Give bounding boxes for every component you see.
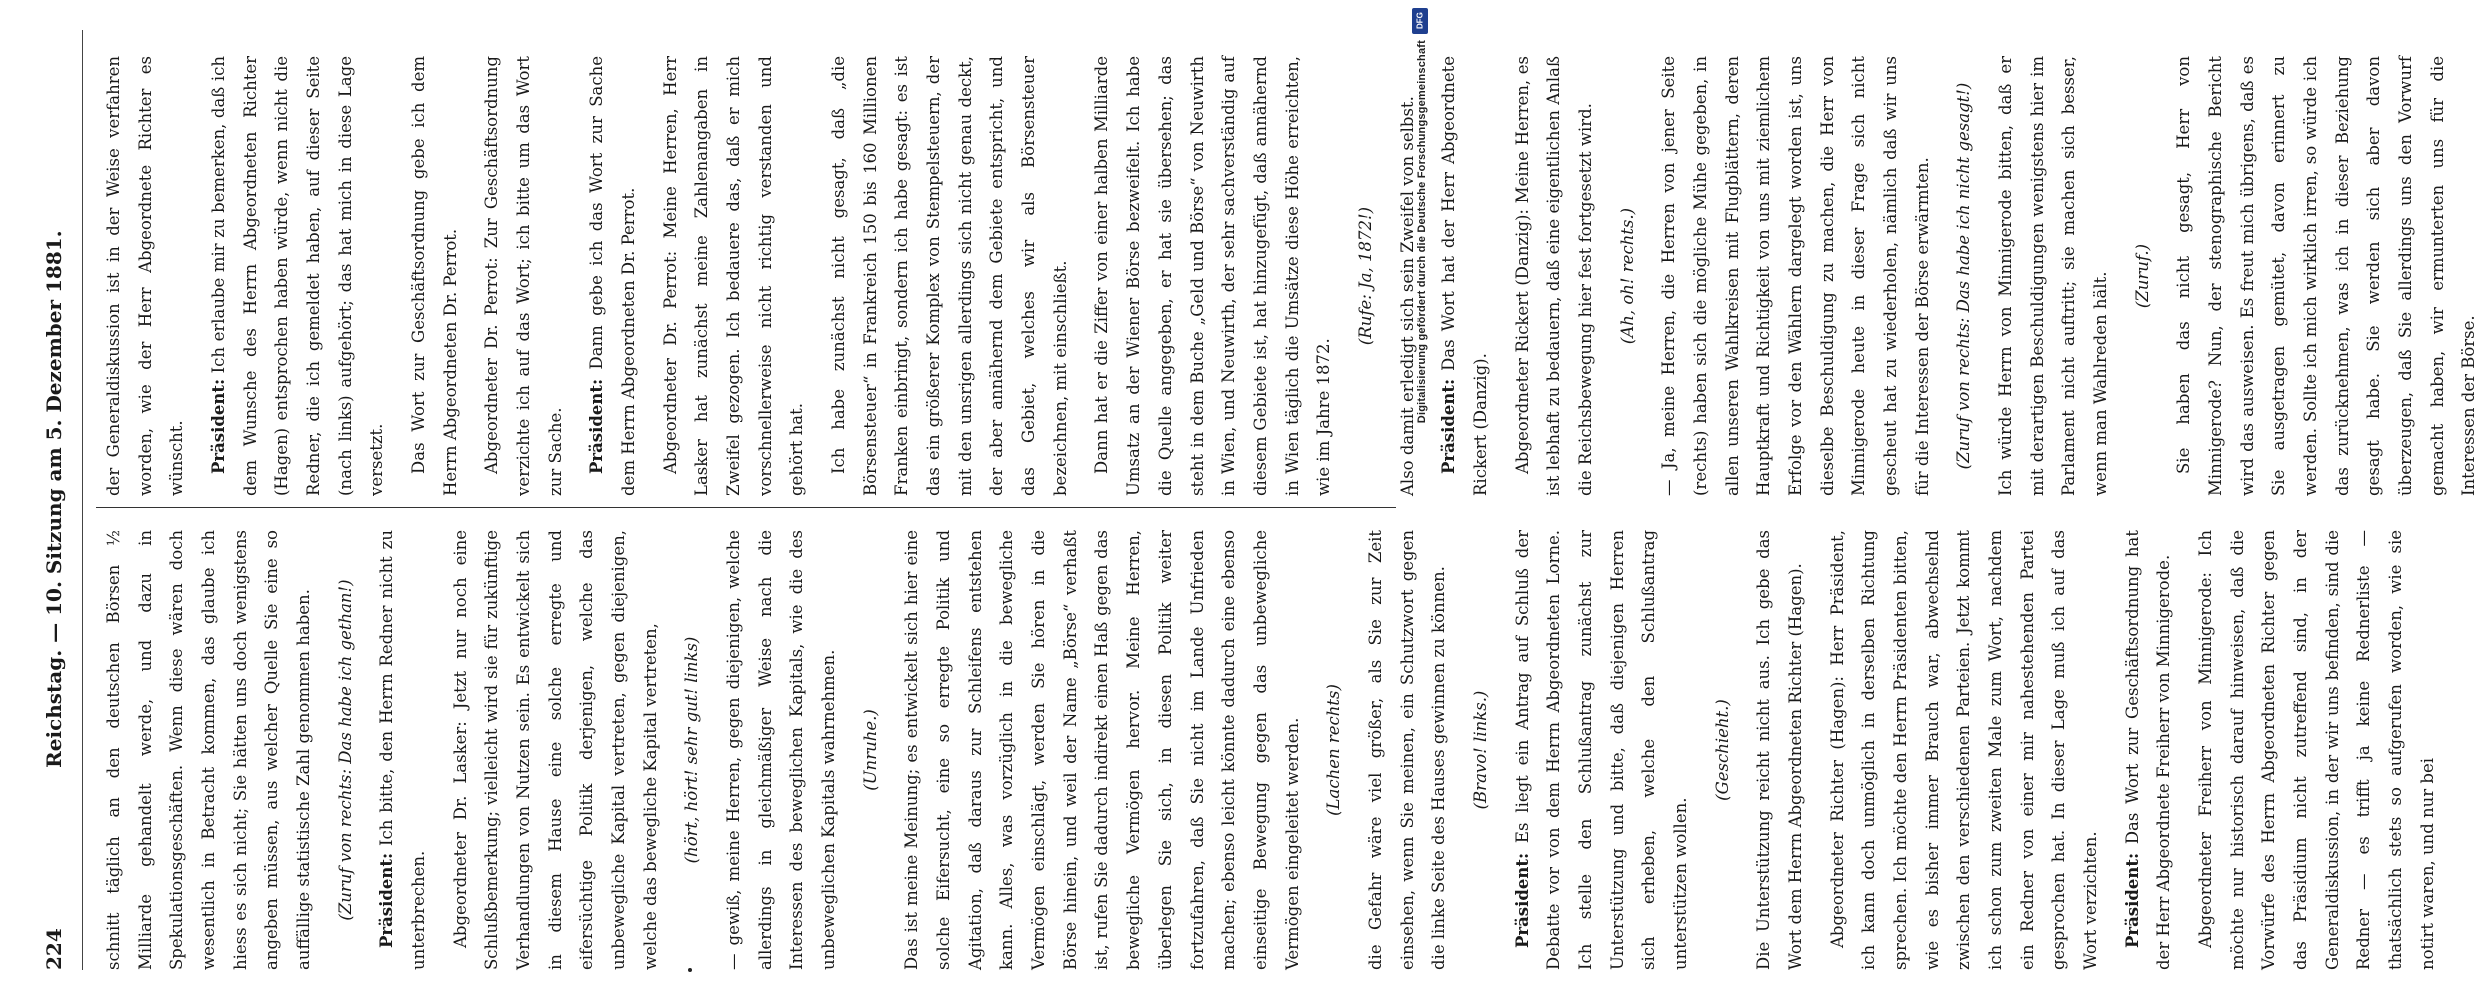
scan-speck bbox=[688, 968, 692, 972]
speaker-label: Präsident: bbox=[2122, 852, 2142, 948]
reaction-note bbox=[1318, 530, 1350, 970]
left-text-column bbox=[98, 530, 2437, 970]
paragraph bbox=[203, 56, 393, 496]
paragraph-text: — gewiß, meine Herren, gegen diejenigen, welche allerdings in gleichmäßiger Weise nach die Interessen des beweglichen Kapitals, wie die des unbeweglichen Kapitals wahrnehmen. bbox=[724, 530, 839, 970]
paragraph bbox=[98, 530, 320, 970]
reaction-note bbox=[1465, 530, 1497, 970]
paragraph-text: Das ist meine Meinung; es entwickelt sich hier eine solche Eifersucht, eine so erregte Politik und Agitation, daß daraus zur Schleifens entstehen kann. Alles, was vorzüglich in die bewegliche Vermögen einschlägt, werden Sie hören in die Börse hinein, und weil der Name „Börse“ verhaßt ist, rufen Sie dadurch indirekt einen Haß gegen das bewegliche Vermögen hervor. Meine Herren, überlegen Sie sich, in diesen Politik weiter fortzufahren, daß Sie nicht im Lande Unfrieden machen; ebenso leicht könnte dadurch eine ebenso einseitige Bewegung gegen das unbewegliche Vermögen eingeleitet werden. bbox=[902, 530, 1302, 970]
reaction-note bbox=[855, 530, 887, 970]
speaker-label: Präsident: bbox=[587, 378, 607, 474]
reaction-note bbox=[330, 530, 362, 970]
paragraph-text: Abgeordneter Rickert (Danzig): Meine Herren, es ist lebhaft zu bedauern, daß eine eigentlichen Anlaß die Reichsbewegung hier fest fortgesetzt wird. bbox=[1512, 56, 1595, 496]
paragraph bbox=[1086, 56, 1339, 496]
paragraph bbox=[445, 530, 667, 970]
paragraph-text: Dann gebe ich das Wort zur Sache dem Herrn Abgeordneten Dr. Perrot. bbox=[587, 55, 639, 496]
paragraph-text: Ich erlaube mir zu bemerken, daß ich dem Wunsche des Herrn Abgeordneten Richter (Hagen) entsprochen haben würde, wenn nicht die Redner, die ich gemeldet haben, auf dieser Seite (nach links) aufgehört; das hat mich in diese Lage versetzt. bbox=[209, 55, 387, 496]
paragraph-text: Die Unterstützung reicht nicht aus. Ich gebe das Wort dem Herrn Abgeordneten Richter (Hagen). bbox=[1754, 530, 1805, 970]
paragraph-text: Also damit erledigt sich sein Zweifel von selbst. bbox=[1397, 96, 1417, 496]
speaker-label: Präsident: bbox=[377, 852, 397, 948]
paragraph bbox=[2168, 56, 2485, 496]
reaction-text: (Geschieht.) bbox=[1712, 699, 1732, 801]
page-title: Reichstag. — 10. Sitzung am 5. Dezember 1881. bbox=[42, 230, 66, 768]
paragraph-text: Das Wort hat der Herr Abgeordnete Rickert (Danzig). bbox=[1439, 56, 1490, 496]
paragraph bbox=[1507, 56, 1602, 496]
paragraph-text: Dann hat er die Ziffer von einer halben Milliarde Umsatz an der Wiener Börse bezweifelt. Ich habe die Quelle angegeben, er hat sie übersehen; das steht in dem Buche „Geld und Börse“ von Neuwirth in Wien, und Neuwirth, der sehr sachverständig auf diesem Gebiete ist, hat hinzugefügt, daß annähernd in Wien täglich die Umsätze diese Höhe erreichten, wie im Jahre 1872. bbox=[1092, 56, 1334, 496]
dfg-logo-icon: DFG bbox=[1412, 8, 1428, 34]
paragraph bbox=[1507, 530, 1697, 970]
reaction-text: (Unruhe.) bbox=[860, 709, 880, 791]
paragraph-text: Ich würde Herrn von Minnigerode bitten, daß er mit derartigen Beschuldigungen wenigstens hier im Parlament nicht auftritt; sie machen sich besser, wenn man Wahlreden hält. bbox=[1995, 56, 2110, 496]
reaction-text: (Lachen rechts) bbox=[1324, 684, 1344, 816]
reaction-note bbox=[2127, 56, 2159, 496]
reaction-text: (Ah, oh! rechts.) bbox=[1617, 207, 1637, 345]
page-number: 224 bbox=[42, 928, 66, 970]
paragraph bbox=[823, 56, 1076, 496]
paragraph-text: — Ja, meine Herren, die Herren von jener Seite (rechts) haben sich die mögliche Mühe gegeben, in allen unseren Wahlkreisen mit Flugblättern, deren Hauptkraft und Richtigkeit von uns mit ziemlichem Erfolge vor den Wählern dargelegt worden ist, uns dieselbe Beschuldigung zu machen, die Herr von Minnigerode heute in dieser Frage sich nicht gescheut hat zu wiederholen, nämlich daß wir uns für die Interessen der Börse erwärmten. bbox=[1659, 56, 1932, 496]
reaction-text: (Bravo! links.) bbox=[1470, 690, 1490, 810]
column-divider bbox=[96, 507, 1396, 508]
paragraph bbox=[1433, 56, 1496, 496]
page-header bbox=[26, 30, 83, 970]
paragraph bbox=[403, 56, 466, 496]
paragraph-text: Abgeordneter Dr. Perrot: Meine Herren, Herr Lasker hat zunächst meine Zahlenangaben in Zweifel gezogen. Ich bedauere das, daß er mich vorschnellerweise nicht richtig verstanden und gehört hat. bbox=[660, 56, 807, 496]
reaction-note bbox=[676, 530, 708, 970]
paragraph bbox=[476, 56, 571, 496]
paragraph-text: Abgeordneter Richter (Hagen): Herr Präsident, ich kann doch unmöglich in derselben Richtung sprechen. Ich möchte den Herrn Präsidenten bitten, wie es bisher immer Brauch war, abwechselnd zwischen den verschiedenen Parteien. Jetzt kommt ich schon zum zweiten Male zum Wort, nachdem ein Redner von einer mir nahestehenden Partei gesprochen hat. In dieser Lage muß ich auf das Wort verzichten. bbox=[1827, 530, 2100, 970]
paragraph-text: der Generaldiskussion ist in der Weise verfahren worden, wie der Herr Abgeordnete Richter es wünscht. bbox=[104, 56, 187, 496]
paragraph bbox=[98, 56, 193, 496]
paragraph bbox=[1653, 56, 1938, 496]
paragraph bbox=[1822, 530, 2107, 970]
paragraph bbox=[2190, 530, 2443, 970]
paragraph bbox=[371, 530, 434, 970]
speaker-label: Präsident: bbox=[1439, 378, 1459, 474]
paragraph-text: schnitt täglich an den deutschen Börsen ½ Milliarde gehandelt werde, und dazu in Spekulationsgeschäften. Wenn diese wären doch wesentlich in Betracht kommen, das glaube ich hiess es sich nicht; Sie hätten uns doch wenigstens angeben müssen, aus welcher Quelle Sie eine so auffällige statistische Zahl genommen haben. bbox=[104, 530, 314, 970]
paragraph-text: Das Wort zur Geschäftsordnung hat der Herr Abgeordnete Freiherr von Minnigerode. bbox=[2122, 530, 2174, 970]
paragraph-text: Abgeordneter Dr. Lasker: Jetzt nur noch eine Schlußbemerkung; vielleicht wird sie für zukünftige Verhandlungen von Nutzen sein. Es entwickelt sich in diesem Hause eine solche erregte und eifersüchtige Politik derjenigen, welche das unbewegliche Kapital vertreten, gegen diejenigen, welche das bewegliche Kapital vertreten, bbox=[450, 530, 660, 970]
paragraph-text: Es liegt ein Antrag auf Schluß der Debatte vor von dem Herrn Abgeordneten Lorne. Ich stelle den Schlußantrag zunächst zur Unterstützung und bitte, daß diejenigen Herren sich erheben, welche den Schlußantrag unterstützen wollen. bbox=[1512, 530, 1690, 970]
reaction-text: (Rufe: Ja, 1872!) bbox=[1355, 206, 1375, 346]
paragraph bbox=[655, 56, 813, 496]
paragraph bbox=[581, 56, 644, 496]
speaker-label: Präsident: bbox=[1512, 852, 1532, 948]
reaction-text: (Zuruf von rechts: Das habe ich nicht gesagt!) bbox=[1954, 82, 1974, 470]
paragraph bbox=[718, 530, 845, 970]
reaction-text: (Zuruf von rechts: Das habe ich gethan!) bbox=[335, 579, 355, 921]
reaction-text: (Zuruf.) bbox=[2132, 243, 2152, 309]
reaction-text: (hört, hört! sehr gut! links) bbox=[682, 636, 702, 864]
reaction-note bbox=[1612, 56, 1644, 496]
speaker-label: Präsident: bbox=[209, 378, 229, 474]
reaction-note bbox=[1350, 56, 1382, 496]
paragraph-text: Abgeordneter Freiherr von Minnigerode: Ich möchte nur historisch darauf hinweisen, daß die Vorwürfe des Herrn Abgeordneten Richter gegen das Präsidium nicht zutreffend sind, in der Generaldiskussion, in der wir uns befinden, sind die Redner — es trifft ja keine Rednerliste — thatsächlich stets so aufgerufen worden, wie sie notirt waren, und nur bei bbox=[2195, 530, 2437, 970]
paragraph bbox=[896, 530, 1308, 970]
reaction-note bbox=[1948, 56, 1980, 496]
paragraph bbox=[2117, 530, 2180, 970]
paragraph-text: die Gefahr wäre viel größer, als Sie zur Zeit einsehen, wenn Sie meinen, ein Schutzwort gegen die linke Seite des Hauses gewinnen zu können. bbox=[1365, 530, 1449, 970]
paragraph-text: Abgeordneter Dr. Perrot: Zur Geschäftsordnung verzichte ich auf das Wort; ich bitte um das Wort zur Sache. bbox=[482, 56, 565, 496]
reaction-note bbox=[1707, 530, 1739, 970]
digitization-credit-bar bbox=[1404, 0, 1432, 1000]
paragraph-text: Ich bitte, den Herrn Redner nicht zu unterbrechen. bbox=[377, 530, 429, 970]
paragraph-text: Sie haben das nicht gesagt, Herr von Minnigerode? Nun, der stenographische Bericht wird das ausweisen. Es freut mich übrigens, daß es Sie ausgetragen gemütet, davon erinnert zu werden. Sollte ich mich wirklich irren, so würde ich das zurücknehmen, was ich in dieser Beziehung gesagt habe. Sie werden sich aber davon überzeugen, daß Sie allerdings uns den Vorwurf gemacht haben, wir ermunterten uns für die Interessen der Börse. bbox=[2174, 56, 2479, 496]
digitization-credit: Digitalisierung gefördert durch die Deutsche Forschungsgemeinschaft bbox=[1416, 40, 1428, 424]
paragraph bbox=[1990, 56, 2117, 496]
paragraph-text: Ich habe zunächst nicht gesagt, daß „die Börsensteuer“ in Frankreich 150 bis 160 Millionen Franken einbringt, sondern ich habe gesagt: es ist das ein größerer Komplex von Stempelsteuern, der mit den unsrigen allerdings sich nicht genau deckt, der aber annähernd dem Gebiete entspricht, und das Gebiet, welches wir als Börsensteuer bezeichnen, mit einschließt. bbox=[829, 56, 1070, 496]
paragraph-text: Das Wort zur Geschäftsordnung gebe ich dem Herrn Abgeordneten Dr. Perrot. bbox=[409, 56, 460, 496]
paragraph bbox=[1748, 530, 1811, 970]
